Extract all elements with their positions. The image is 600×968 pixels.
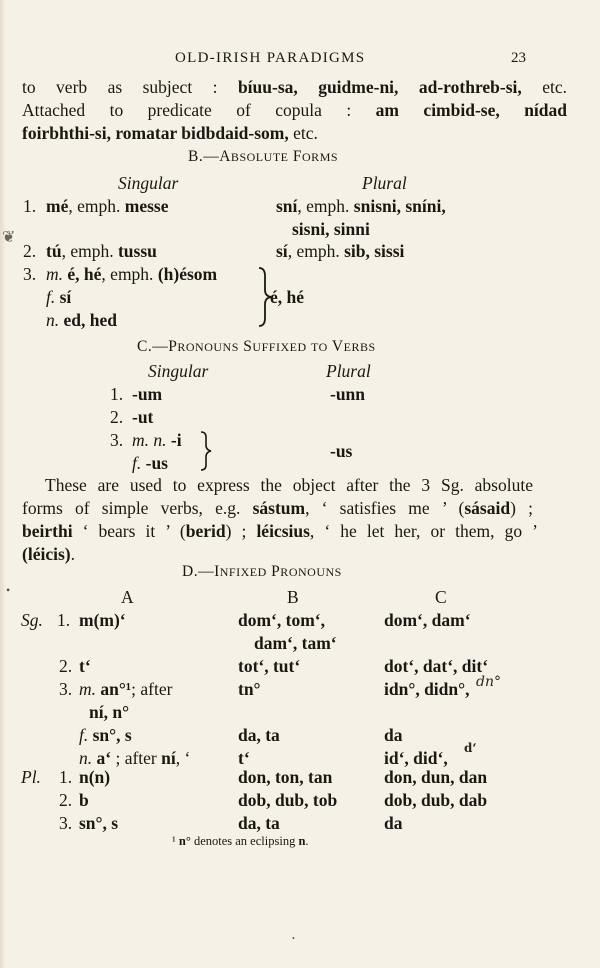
- b-row-2-number: 2.: [23, 241, 37, 261]
- page-number: 23: [511, 50, 526, 66]
- d-cell-b: da, ta: [238, 813, 280, 833]
- c-row-1-singular: -um: [132, 384, 163, 404]
- b-row-2-singular: tú, emph. tussu: [46, 241, 157, 261]
- d-cell-b: dob, dub, tob: [238, 790, 338, 810]
- running-header: OLD-IRISH PARADIGMS: [175, 50, 366, 66]
- d-cell-c: dob, dub, dab: [384, 790, 488, 810]
- d-row-number: 3.: [59, 679, 73, 699]
- b-row-1-plural: sní, emph. snisni, sníni,: [276, 196, 446, 216]
- d-cell-b: tʻ: [238, 748, 250, 768]
- blot-mark-3: •: [292, 934, 295, 943]
- section-b-title: B.—ABSOLUTE FORMS: [188, 148, 339, 165]
- c-paragraph-line-4: (léicis).: [22, 544, 75, 564]
- intro-line-2: Attached to predicate of copula : am cimbid-se, nídad: [22, 100, 567, 120]
- section-c-title: C.—PRONOUNS SUFFIXED TO VERBS: [137, 338, 376, 355]
- d-cell-a: m. an°¹; after: [79, 679, 173, 699]
- b-row-3-number: 3.: [23, 264, 37, 284]
- footnote: ¹ n° denotes an eclipsing n.: [172, 834, 309, 848]
- d-row-number: 1.: [57, 610, 71, 630]
- d-pl-label: Pl.: [21, 767, 41, 787]
- d-cell-c: idʻ, didʻ,: [384, 748, 448, 768]
- d-cell-c: da: [384, 725, 403, 745]
- c-row-3-fem: f. -us: [132, 453, 168, 473]
- handwritten-note-2: dʻ: [464, 741, 477, 755]
- intro-line-1: to verb as subject : bíuu-sa, guidme-ni, ad-rothreb-si, etc.: [22, 77, 567, 97]
- b-col-plural: Plural: [362, 173, 407, 193]
- c-row-3-mn: m. n. -i: [132, 430, 182, 450]
- c-row-1-number: 1.: [110, 384, 124, 404]
- c-row-3-plural: -us: [330, 441, 353, 461]
- d-col-b: B: [287, 587, 299, 607]
- c-col-singular: Singular: [148, 361, 209, 381]
- d-sg-label: Sg.: [21, 610, 43, 630]
- d-cell-c: don, dun, dan: [384, 767, 488, 787]
- c-row-2-singular: -ut: [132, 407, 154, 427]
- c-paragraph-line-1: These are used to express the object after the 3 Sg. absolute: [45, 475, 533, 495]
- b-row-2-plural: sí, emph. sib, sissi: [276, 241, 405, 261]
- d-cell-a: n. aʻ ; after ní, ʻ: [79, 748, 191, 768]
- d-cell-b: tn°: [238, 679, 261, 699]
- d-cell-a: m(m)ʻ: [79, 610, 126, 630]
- c-row-3-number: 3.: [110, 430, 124, 450]
- d-row-number: 3.: [59, 813, 73, 833]
- b-row-1-number: 1.: [23, 196, 37, 216]
- b-col-singular: Singular: [118, 173, 179, 193]
- d-col-a: A: [121, 587, 134, 607]
- b-row-3-plural: é, hé: [270, 287, 305, 307]
- d-col-c: C: [435, 587, 447, 607]
- blot-mark-1: ❦: [2, 229, 16, 246]
- section-d-title: D.—INFIXED PRONOUNS: [182, 563, 342, 580]
- b-row-1-plural-cont: sisni, sinni: [292, 219, 370, 239]
- c-paragraph-line-3: beirthi ‘ bears it ’ (berid) ; léicsius, ‘ he let her, or them, go ’: [22, 521, 538, 541]
- b-row-3-fem: f. sí: [46, 287, 72, 307]
- page-edge-shadow: [0, 0, 6, 968]
- b-row-3-masc: m. é, hé, emph. (h)ésom: [46, 264, 218, 284]
- b-row-3-neut: n. ed, hed: [46, 310, 117, 330]
- c-row-2-number: 2.: [110, 407, 124, 427]
- d-cell-c: idn°, didn°,: [384, 679, 470, 699]
- d-cell-b: damʻ, tamʻ: [254, 633, 337, 653]
- c-row-1-plural: -unn: [330, 384, 366, 404]
- intro-line-3: foirbhthi-si, romatar bidbdaid-som, etc.: [22, 123, 318, 143]
- d-cell-a: f. sn°, s: [79, 725, 132, 745]
- c-paragraph-line-2: forms of simple verbs, e.g. sástum, ‘ satisfies me ’ (sásaid) ;: [22, 498, 533, 518]
- handwritten-note-1: dn°: [476, 674, 501, 690]
- d-cell-c: domʻ, damʻ: [384, 610, 471, 630]
- d-cell-b: don, ton, tan: [238, 767, 333, 787]
- d-row-number: 2.: [59, 790, 73, 810]
- blot-mark-2: •: [6, 583, 11, 597]
- d-cell-b: totʻ, tutʻ: [238, 656, 301, 676]
- c-brace: [198, 430, 216, 472]
- c-col-plural: Plural: [326, 361, 371, 381]
- d-cell-b: domʻ, tomʻ,: [238, 610, 325, 630]
- d-row-number: 2.: [59, 656, 73, 676]
- d-row-number: 1.: [59, 767, 73, 787]
- d-cell-b: da, ta: [238, 725, 280, 745]
- d-cell-a: sn°, s: [79, 813, 119, 833]
- d-cell-c: dotʻ, datʻ, ditʻ: [384, 656, 489, 676]
- d-cell-a: n(n): [79, 767, 111, 787]
- d-cell-a: ní, n°: [89, 702, 130, 722]
- d-cell-a: b: [79, 790, 89, 810]
- b-row-1-singular: mé, emph. messe: [46, 196, 169, 216]
- d-cell-a: tʻ: [79, 656, 91, 676]
- d-cell-c: da: [384, 813, 403, 833]
